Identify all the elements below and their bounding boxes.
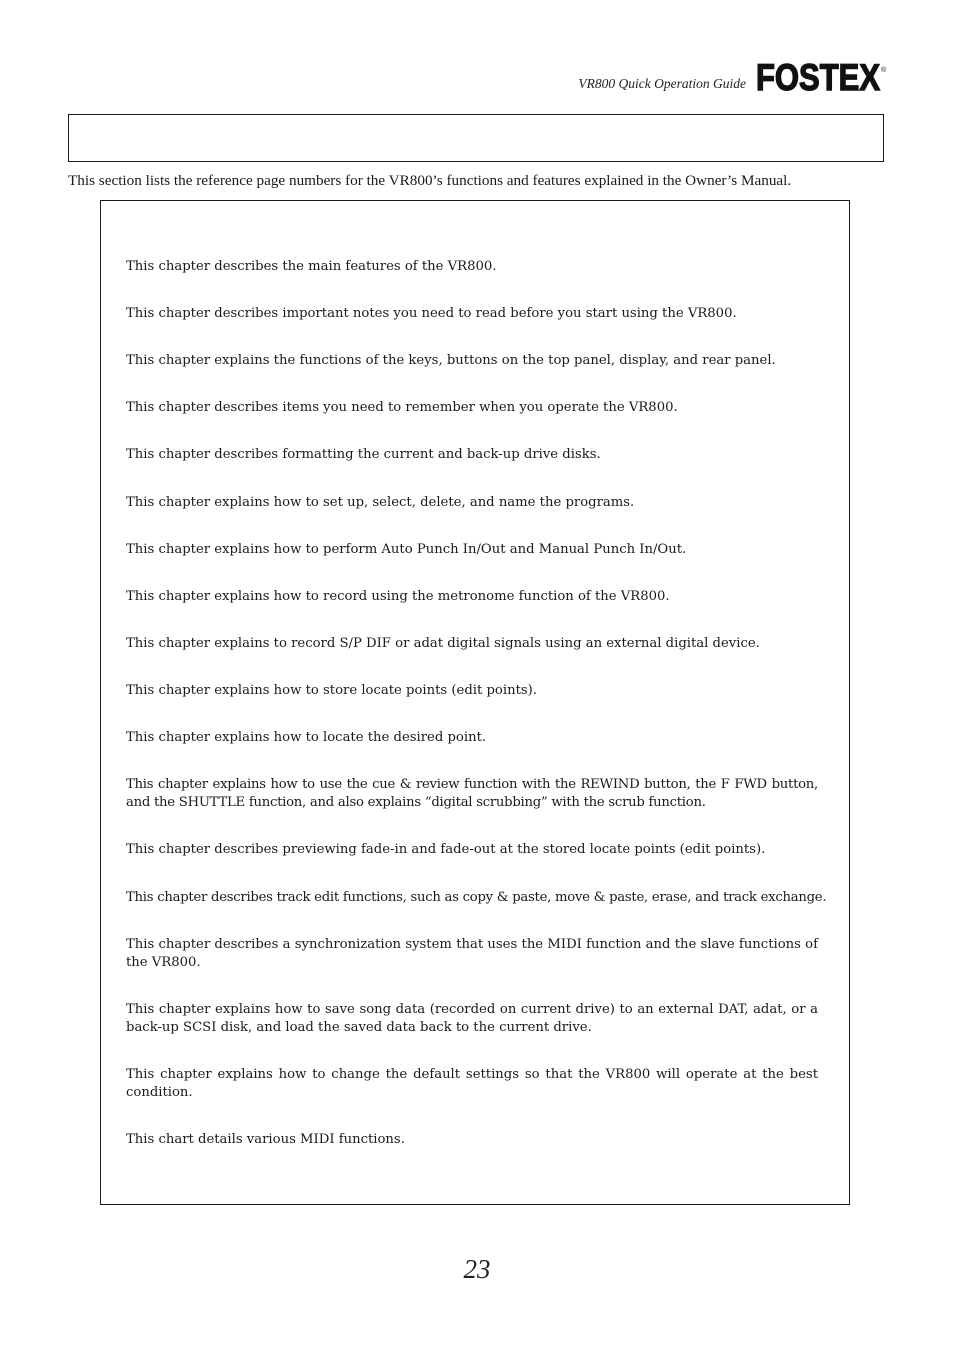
- chapter-description: This chapter describes track edit functions, such as copy & paste, move & paste, erase, and track exchange.: [126, 890, 827, 905]
- chapter-description: This chapter explains how to store locate points (edit points).: [126, 683, 537, 698]
- chapter-description: This chapter describes previewing fade-in and fade-out at the stored locate points (edit points).: [126, 842, 766, 857]
- chapter-description: This chapter explains how to change the default settings so that the VR800 will operate at the best condition.: [126, 1067, 818, 1100]
- chapter-list-box: [100, 200, 850, 1205]
- intro-paragraph: This section lists the reference page numbers for the VR800’s functions and features explained in the Owner’s Manual.: [68, 172, 792, 189]
- registered-mark: ®: [881, 67, 886, 74]
- chapter-description: This chapter describes important notes you need to read before you start using the VR800.: [126, 306, 737, 321]
- page-number: 23: [463, 1254, 491, 1284]
- chapter-description: This chapter describes the main features of the VR800.: [126, 259, 497, 274]
- chapter-description: This chapter explains how to record using the metronome function of the VR800.: [126, 589, 670, 604]
- chapter-description: This chapter explains how to use the cue & review function with the REWIND button, the F FWD button, and the SHUTTLE function, and also explains “digital scrubbing” with the scrub function.: [126, 777, 818, 810]
- chapter-description: This chapter explains the functions of the keys, buttons on the top panel, display, and rear panel.: [126, 353, 776, 368]
- chapter-description: This chapter explains how to save song data (recorded on current drive) to an external DAT, adat, or a back-up SCSI disk, and load the saved data back to the current drive.: [126, 1002, 818, 1035]
- chapter-description: This chapter explains how to perform Auto Punch In/Out and Manual Punch In/Out.: [126, 542, 687, 557]
- section-title-box: [68, 114, 884, 162]
- header-guide-title: VR800 Quick Operation Guide: [578, 76, 746, 91]
- chapter-description: This chart details various MIDI functions.: [126, 1132, 405, 1147]
- chapter-description: This chapter explains to record S/P DIF or adat digital signals using an external digital device.: [126, 636, 760, 651]
- chapter-description: This chapter describes items you need to remember when you operate the VR800.: [126, 400, 678, 415]
- chapter-description: This chapter describes formatting the current and back-up drive disks.: [126, 447, 601, 462]
- chapter-description: This chapter explains how to set up, select, delete, and name the programs.: [126, 495, 635, 510]
- chapter-description: This chapter explains how to locate the desired point.: [126, 730, 487, 745]
- fostex-logo: [754, 58, 886, 94]
- fostex-logo-wordmark: FOSTEX: [756, 58, 881, 94]
- chapter-description: This chapter describes a synchronization system that uses the MIDI function and the slave functions of the VR800.: [126, 937, 818, 970]
